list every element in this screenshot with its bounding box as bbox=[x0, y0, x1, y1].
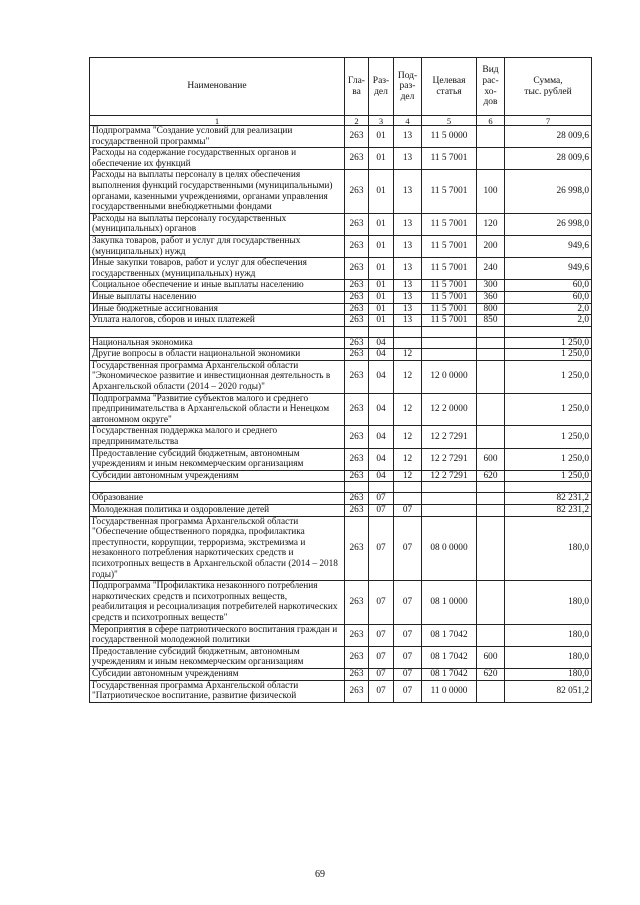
cell-podrazdel: 07 bbox=[394, 516, 422, 581]
cell-target: 08 1 7042 bbox=[422, 646, 477, 668]
cell-glava: 263 bbox=[345, 448, 369, 470]
cell-razdel: 04 bbox=[369, 360, 394, 393]
cell-razdel: 04 bbox=[369, 393, 394, 426]
empty-cell bbox=[505, 326, 592, 337]
cell-target bbox=[422, 349, 477, 361]
cell-vid: 200 bbox=[477, 235, 505, 257]
cell-glava: 263 bbox=[345, 235, 369, 257]
cell-podrazdel: 12 bbox=[394, 426, 422, 448]
cell-glava: 263 bbox=[345, 126, 369, 148]
cell-target: 11 5 0000 bbox=[422, 126, 477, 148]
cell-podrazdel: 12 bbox=[394, 470, 422, 482]
cell-target: 11 5 7001 bbox=[422, 291, 477, 303]
cell-glava: 263 bbox=[345, 213, 369, 235]
cell-glava: 263 bbox=[345, 624, 369, 646]
cell-name: Иные бюджетные ассигнования bbox=[90, 303, 345, 315]
table-row bbox=[90, 668, 592, 680]
cell-razdel: 07 bbox=[369, 581, 394, 624]
cell-glava: 263 bbox=[345, 170, 369, 213]
header-target: Целевая статья bbox=[422, 58, 477, 116]
empty-cell bbox=[422, 482, 477, 493]
cell-podrazdel: 13 bbox=[394, 315, 422, 327]
cell-vid bbox=[477, 426, 505, 448]
cell-name: Национальная экономика bbox=[90, 337, 345, 349]
cell-vid bbox=[477, 337, 505, 349]
cell-razdel: 07 bbox=[369, 493, 394, 505]
cell-name: Закупка товаров, работ и услуг для государственных (муниципальных) нужд bbox=[90, 235, 345, 257]
cell-sum: 180,0 bbox=[505, 516, 592, 581]
empty-cell bbox=[90, 326, 345, 337]
page-number: 69 bbox=[315, 869, 325, 880]
cell-podrazdel: 12 bbox=[394, 349, 422, 361]
cell-glava: 263 bbox=[345, 581, 369, 624]
cell-podrazdel: 07 bbox=[394, 581, 422, 624]
cell-glava: 263 bbox=[345, 349, 369, 361]
cell-target bbox=[422, 505, 477, 517]
cell-target bbox=[422, 493, 477, 505]
empty-cell bbox=[422, 326, 477, 337]
cell-name: Мероприятия в сфере патриотического воспитания граждан и государственной молодежной политики bbox=[90, 624, 345, 646]
cell-razdel: 04 bbox=[369, 448, 394, 470]
cell-target: 12 2 0000 bbox=[422, 393, 477, 426]
cell-sum: 82 231,2 bbox=[505, 505, 592, 517]
table-row bbox=[90, 426, 592, 448]
empty-cell bbox=[369, 482, 394, 493]
cell-razdel: 01 bbox=[369, 291, 394, 303]
cell-vid: 360 bbox=[477, 291, 505, 303]
cell-razdel: 01 bbox=[369, 303, 394, 315]
cell-razdel: 07 bbox=[369, 646, 394, 668]
table-row bbox=[90, 148, 592, 170]
cell-sum: 82 051,2 bbox=[505, 680, 592, 702]
cell-glava: 263 bbox=[345, 393, 369, 426]
cell-glava: 263 bbox=[345, 258, 369, 280]
cell-razdel: 07 bbox=[369, 680, 394, 702]
cell-glava: 263 bbox=[345, 291, 369, 303]
empty-cell bbox=[90, 482, 345, 493]
cell-podrazdel: 12 bbox=[394, 393, 422, 426]
cell-vid bbox=[477, 126, 505, 148]
cell-glava: 263 bbox=[345, 360, 369, 393]
cell-sum: 1 250,0 bbox=[505, 448, 592, 470]
cell-sum: 180,0 bbox=[505, 624, 592, 646]
cell-target bbox=[422, 337, 477, 349]
cell-razdel: 07 bbox=[369, 668, 394, 680]
cell-podrazdel: 13 bbox=[394, 170, 422, 213]
cell-vid: 620 bbox=[477, 668, 505, 680]
cell-name: Другие вопросы в области национальной экономики bbox=[90, 349, 345, 361]
cell-sum: 26 998,0 bbox=[505, 213, 592, 235]
cell-razdel: 07 bbox=[369, 505, 394, 517]
table-row bbox=[90, 280, 592, 292]
cell-name: Подпрограмма "Развитие субъектов малого и среднего предпринимательства в Архангельской области и Ненецком автономном округе" bbox=[90, 393, 345, 426]
cell-vid bbox=[477, 505, 505, 517]
budget-table bbox=[89, 57, 592, 703]
cell-name: Государственная программа Архангельской области "Обеспечение общественного порядка, профилактика преступности, коррупции, терроризма, экстремизма и незаконного потребления наркотических средств и психотропных веществ в Архангельской области (2014 – 2018 годы)" bbox=[90, 516, 345, 581]
cell-vid bbox=[477, 360, 505, 393]
cell-vid: 800 bbox=[477, 303, 505, 315]
col-num: 1 bbox=[90, 116, 345, 126]
cell-razdel: 01 bbox=[369, 170, 394, 213]
empty-cell bbox=[345, 482, 369, 493]
cell-glava: 263 bbox=[345, 668, 369, 680]
cell-podrazdel bbox=[394, 337, 422, 349]
cell-glava: 263 bbox=[345, 337, 369, 349]
cell-razdel: 04 bbox=[369, 470, 394, 482]
cell-glava: 263 bbox=[345, 470, 369, 482]
cell-target: 11 5 7001 bbox=[422, 148, 477, 170]
cell-target: 11 5 7001 bbox=[422, 280, 477, 292]
header-razdel: Раз- дел bbox=[369, 58, 394, 116]
table-row bbox=[90, 315, 592, 327]
cell-name: Расходы на выплаты персоналу государственных (муниципальных) органов bbox=[90, 213, 345, 235]
cell-target: 08 1 7042 bbox=[422, 668, 477, 680]
cell-name: Иные выплаты населению bbox=[90, 291, 345, 303]
col-num: 5 bbox=[422, 116, 477, 126]
table-row bbox=[90, 213, 592, 235]
table-header-row bbox=[90, 58, 592, 116]
empty-cell bbox=[394, 326, 422, 337]
cell-glava: 263 bbox=[345, 493, 369, 505]
cell-target: 11 0 0000 bbox=[422, 680, 477, 702]
cell-podrazdel: 13 bbox=[394, 235, 422, 257]
table-row bbox=[90, 448, 592, 470]
table-row bbox=[90, 360, 592, 393]
cell-vid bbox=[477, 624, 505, 646]
cell-name: Предоставление субсидий бюджетным, автономным учреждениям и иным некоммерческим организациям bbox=[90, 646, 345, 668]
cell-vid: 120 bbox=[477, 213, 505, 235]
cell-podrazdel: 13 bbox=[394, 303, 422, 315]
cell-razdel: 01 bbox=[369, 213, 394, 235]
cell-vid: 100 bbox=[477, 170, 505, 213]
cell-glava: 263 bbox=[345, 426, 369, 448]
spacer-row bbox=[90, 326, 592, 337]
cell-razdel: 01 bbox=[369, 258, 394, 280]
table-row bbox=[90, 291, 592, 303]
cell-target: 12 2 7291 bbox=[422, 470, 477, 482]
cell-podrazdel: 12 bbox=[394, 448, 422, 470]
cell-vid bbox=[477, 516, 505, 581]
empty-cell bbox=[394, 482, 422, 493]
cell-sum: 949,6 bbox=[505, 235, 592, 257]
cell-name: Предоставление субсидий бюджетным, автономным учреждениям и иным некоммерческим организациям bbox=[90, 448, 345, 470]
header-sum: Сумма, тыс. рублей bbox=[505, 58, 592, 116]
cell-target: 11 5 7001 bbox=[422, 258, 477, 280]
empty-cell bbox=[345, 326, 369, 337]
cell-podrazdel: 07 bbox=[394, 624, 422, 646]
cell-vid: 300 bbox=[477, 280, 505, 292]
cell-podrazdel: 13 bbox=[394, 148, 422, 170]
empty-cell bbox=[477, 326, 505, 337]
header-glava: Гла- ва bbox=[345, 58, 369, 116]
cell-name: Государственная поддержка малого и среднего предпринимательства bbox=[90, 426, 345, 448]
table-row bbox=[90, 303, 592, 315]
cell-podrazdel: 07 bbox=[394, 505, 422, 517]
cell-razdel: 07 bbox=[369, 516, 394, 581]
cell-podrazdel: 13 bbox=[394, 258, 422, 280]
cell-target: 11 5 7001 bbox=[422, 303, 477, 315]
cell-vid bbox=[477, 393, 505, 426]
cell-name: Подпрограмма "Профилактика незаконного потребления наркотических средств и психотропных веществ, реабилитация и ресоциализация потребителей наркотических средств и психотропных веществ" bbox=[90, 581, 345, 624]
table-row bbox=[90, 516, 592, 581]
table-row bbox=[90, 126, 592, 148]
cell-sum: 82 231,2 bbox=[505, 493, 592, 505]
table-row bbox=[90, 680, 592, 702]
cell-vid bbox=[477, 581, 505, 624]
cell-podrazdel bbox=[394, 493, 422, 505]
cell-name: Субсидии автономным учреждениям bbox=[90, 470, 345, 482]
cell-sum: 28 009,6 bbox=[505, 148, 592, 170]
table-row bbox=[90, 258, 592, 280]
table-row bbox=[90, 170, 592, 213]
table-row bbox=[90, 493, 592, 505]
cell-name: Иные закупки товаров, работ и услуг для обеспечения государственных (муниципальных) нужд bbox=[90, 258, 345, 280]
cell-name: Субсидии автономным учреждениям bbox=[90, 668, 345, 680]
cell-podrazdel: 13 bbox=[394, 280, 422, 292]
table-row bbox=[90, 393, 592, 426]
cell-podrazdel: 12 bbox=[394, 360, 422, 393]
cell-target: 11 5 7001 bbox=[422, 170, 477, 213]
cell-podrazdel: 13 bbox=[394, 213, 422, 235]
cell-vid bbox=[477, 148, 505, 170]
cell-glava: 263 bbox=[345, 680, 369, 702]
cell-razdel: 01 bbox=[369, 280, 394, 292]
cell-target: 12 2 7291 bbox=[422, 426, 477, 448]
header-vid: Вид рас- хо- дов bbox=[477, 58, 505, 116]
cell-glava: 263 bbox=[345, 505, 369, 517]
cell-target: 11 5 7001 bbox=[422, 235, 477, 257]
cell-sum: 60,0 bbox=[505, 280, 592, 292]
cell-sum: 1 250,0 bbox=[505, 337, 592, 349]
cell-sum: 1 250,0 bbox=[505, 360, 592, 393]
cell-name: Государственная программа Архангельской области "Экономическое развитие и инвестиционная деятельность в Архангельской области (2014 – 2020 годы)" bbox=[90, 360, 345, 393]
cell-vid bbox=[477, 680, 505, 702]
col-num: 7 bbox=[505, 116, 592, 126]
cell-vid bbox=[477, 349, 505, 361]
table-row bbox=[90, 235, 592, 257]
cell-glava: 263 bbox=[345, 646, 369, 668]
col-num: 4 bbox=[394, 116, 422, 126]
cell-sum: 28 009,6 bbox=[505, 126, 592, 148]
cell-sum: 949,6 bbox=[505, 258, 592, 280]
table-row bbox=[90, 505, 592, 517]
cell-sum: 1 250,0 bbox=[505, 349, 592, 361]
header-podrazdel: Под- раз- дел bbox=[394, 58, 422, 116]
cell-vid bbox=[477, 493, 505, 505]
col-num: 2 bbox=[345, 116, 369, 126]
cell-razdel: 01 bbox=[369, 235, 394, 257]
cell-target: 11 5 7001 bbox=[422, 315, 477, 327]
empty-cell bbox=[505, 482, 592, 493]
cell-podrazdel: 07 bbox=[394, 680, 422, 702]
cell-razdel: 04 bbox=[369, 337, 394, 349]
table-row bbox=[90, 349, 592, 361]
cell-podrazdel: 13 bbox=[394, 291, 422, 303]
cell-glava: 263 bbox=[345, 516, 369, 581]
cell-sum: 1 250,0 bbox=[505, 470, 592, 482]
cell-razdel: 04 bbox=[369, 349, 394, 361]
cell-sum: 1 250,0 bbox=[505, 393, 592, 426]
cell-name: Уплата налогов, сборов и иных платежей bbox=[90, 315, 345, 327]
cell-sum: 1 250,0 bbox=[505, 426, 592, 448]
cell-razdel: 07 bbox=[369, 624, 394, 646]
col-num: 3 bbox=[369, 116, 394, 126]
cell-sum: 26 998,0 bbox=[505, 170, 592, 213]
cell-vid: 620 bbox=[477, 470, 505, 482]
cell-sum: 180,0 bbox=[505, 668, 592, 680]
cell-target: 08 1 0000 bbox=[422, 581, 477, 624]
cell-razdel: 01 bbox=[369, 148, 394, 170]
table-row bbox=[90, 581, 592, 624]
column-number-row bbox=[90, 116, 592, 126]
cell-sum: 180,0 bbox=[505, 646, 592, 668]
table-row bbox=[90, 624, 592, 646]
cell-podrazdel: 07 bbox=[394, 646, 422, 668]
cell-razdel: 01 bbox=[369, 126, 394, 148]
cell-sum: 2,0 bbox=[505, 303, 592, 315]
cell-target: 12 0 0000 bbox=[422, 360, 477, 393]
table-row bbox=[90, 470, 592, 482]
cell-glava: 263 bbox=[345, 148, 369, 170]
cell-vid: 600 bbox=[477, 646, 505, 668]
cell-name: Расходы на содержание государственных органов и обеспечение их функций bbox=[90, 148, 345, 170]
header-name: Наименование bbox=[90, 58, 345, 116]
cell-target: 08 1 7042 bbox=[422, 624, 477, 646]
cell-glava: 263 bbox=[345, 315, 369, 327]
cell-name: Подпрограмма "Создание условий для реализации государственной программы" bbox=[90, 126, 345, 148]
cell-razdel: 01 bbox=[369, 315, 394, 327]
cell-target: 12 2 7291 bbox=[422, 448, 477, 470]
cell-name: Молодежная политика и оздоровление детей bbox=[90, 505, 345, 517]
cell-podrazdel: 13 bbox=[394, 126, 422, 148]
cell-name: Государственная программа Архангельской области "Патриотическое воспитание, развитие физической bbox=[90, 680, 345, 702]
table-row bbox=[90, 337, 592, 349]
empty-cell bbox=[477, 482, 505, 493]
cell-glava: 263 bbox=[345, 280, 369, 292]
cell-vid: 240 bbox=[477, 258, 505, 280]
spacer-row bbox=[90, 482, 592, 493]
cell-glava: 263 bbox=[345, 303, 369, 315]
cell-vid: 850 bbox=[477, 315, 505, 327]
cell-razdel: 04 bbox=[369, 426, 394, 448]
cell-vid: 600 bbox=[477, 448, 505, 470]
cell-sum: 180,0 bbox=[505, 581, 592, 624]
cell-sum: 60,0 bbox=[505, 291, 592, 303]
cell-sum: 2,0 bbox=[505, 315, 592, 327]
table-row bbox=[90, 646, 592, 668]
col-num: 6 bbox=[477, 116, 505, 126]
cell-name: Образование bbox=[90, 493, 345, 505]
cell-name: Социальное обеспечение и иные выплаты населению bbox=[90, 280, 345, 292]
empty-cell bbox=[369, 326, 394, 337]
cell-target: 11 5 7001 bbox=[422, 213, 477, 235]
cell-name: Расходы на выплаты персоналу в целях обеспечения выполнения функций государственными (муниципальными) органами, казенными учреждениями, органами управления государственными внебюджетными фондами bbox=[90, 170, 345, 213]
cell-target: 08 0 0000 bbox=[422, 516, 477, 581]
cell-podrazdel: 07 bbox=[394, 668, 422, 680]
